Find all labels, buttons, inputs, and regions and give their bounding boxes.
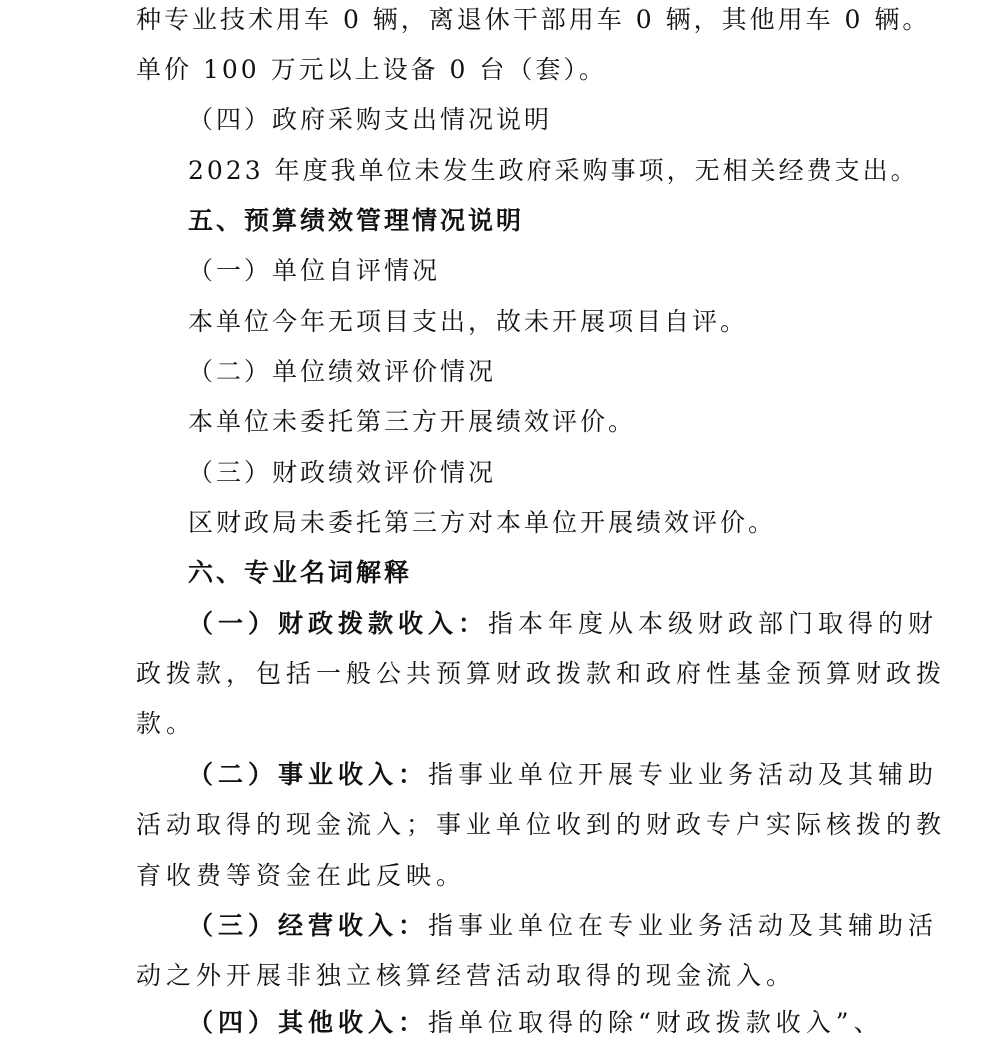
term-label: （一）财政拨款收入： xyxy=(188,609,489,638)
line-text: 2023 年度我单位未发生政府采购事项，无相关经费支出。 xyxy=(188,156,919,185)
paragraph-line xyxy=(188,503,1000,543)
line-text: 本单位今年无项目支出，故未开展项目自评。 xyxy=(188,307,749,336)
line-text: 指本年度从本级财政部门取得的财 xyxy=(488,609,939,638)
line-text: 指单位取得的除“财政拨款收入”、 xyxy=(428,1008,884,1037)
paragraph-line xyxy=(188,755,1000,795)
line-text: 区财政局未委托第三方对本单位开展绩效评价。 xyxy=(188,508,777,537)
heading-text: （四）政府采购支出情况说明 xyxy=(188,105,553,134)
line-text: 育收费等资金在此反映。 xyxy=(136,861,467,890)
heading-text: （一）单位自评情况 xyxy=(188,256,441,285)
paragraph-line xyxy=(136,50,1000,90)
heading-text: 六、专业名词解释 xyxy=(188,558,413,587)
paragraph-line xyxy=(188,402,1000,442)
paragraph-line xyxy=(136,956,1000,996)
line-text: 单价 100 万元以上设备 0 台（套）。 xyxy=(136,55,607,84)
paragraph-line xyxy=(188,906,1000,946)
paragraph-line xyxy=(188,302,1000,342)
paragraph-line xyxy=(136,805,1000,845)
heading-text: （二）单位绩效评价情况 xyxy=(188,357,497,386)
line-text: 政拨款，包括一般公共预算财政拨款和政府性基金预算财政拨 xyxy=(136,659,947,688)
subsection-heading xyxy=(188,100,1000,140)
line-text: 指事业单位在专业业务活动及其辅助活 xyxy=(428,911,939,940)
term-label: （三）经营收入： xyxy=(188,911,429,940)
line-text: 指事业单位开展专业业务活动及其辅助 xyxy=(428,760,939,789)
heading-text: （三）财政绩效评价情况 xyxy=(188,458,497,487)
heading-text: 五、预算绩效管理情况说明 xyxy=(188,206,525,235)
paragraph-line xyxy=(136,856,1000,896)
term-label: （四）其他收入： xyxy=(188,1008,429,1037)
subsection-heading xyxy=(188,251,1000,291)
line-text: 款。 xyxy=(136,709,197,738)
paragraph-line xyxy=(136,654,1000,694)
term-label: （二）事业收入： xyxy=(188,760,429,789)
section-heading xyxy=(188,553,1000,593)
line-text: 活动取得的现金流入；事业单位收到的财政专户实际核拨的教 xyxy=(136,810,947,839)
line-text: 种专业技术用车 0 辆，离退休干部用车 0 辆，其他用车 0 辆。 xyxy=(136,5,931,34)
line-text: 动之外开展非独立核算经营活动取得的现金流入。 xyxy=(136,961,797,990)
section-heading xyxy=(188,201,1000,241)
paragraph-line xyxy=(136,0,1000,40)
paragraph-line xyxy=(188,1003,1000,1043)
subsection-heading xyxy=(188,352,1000,392)
paragraph-line xyxy=(136,704,1000,744)
subsection-heading xyxy=(188,453,1000,493)
paragraph-line xyxy=(188,151,1000,191)
paragraph-line xyxy=(188,604,1000,644)
line-text: 本单位未委托第三方开展绩效评价。 xyxy=(188,407,637,436)
